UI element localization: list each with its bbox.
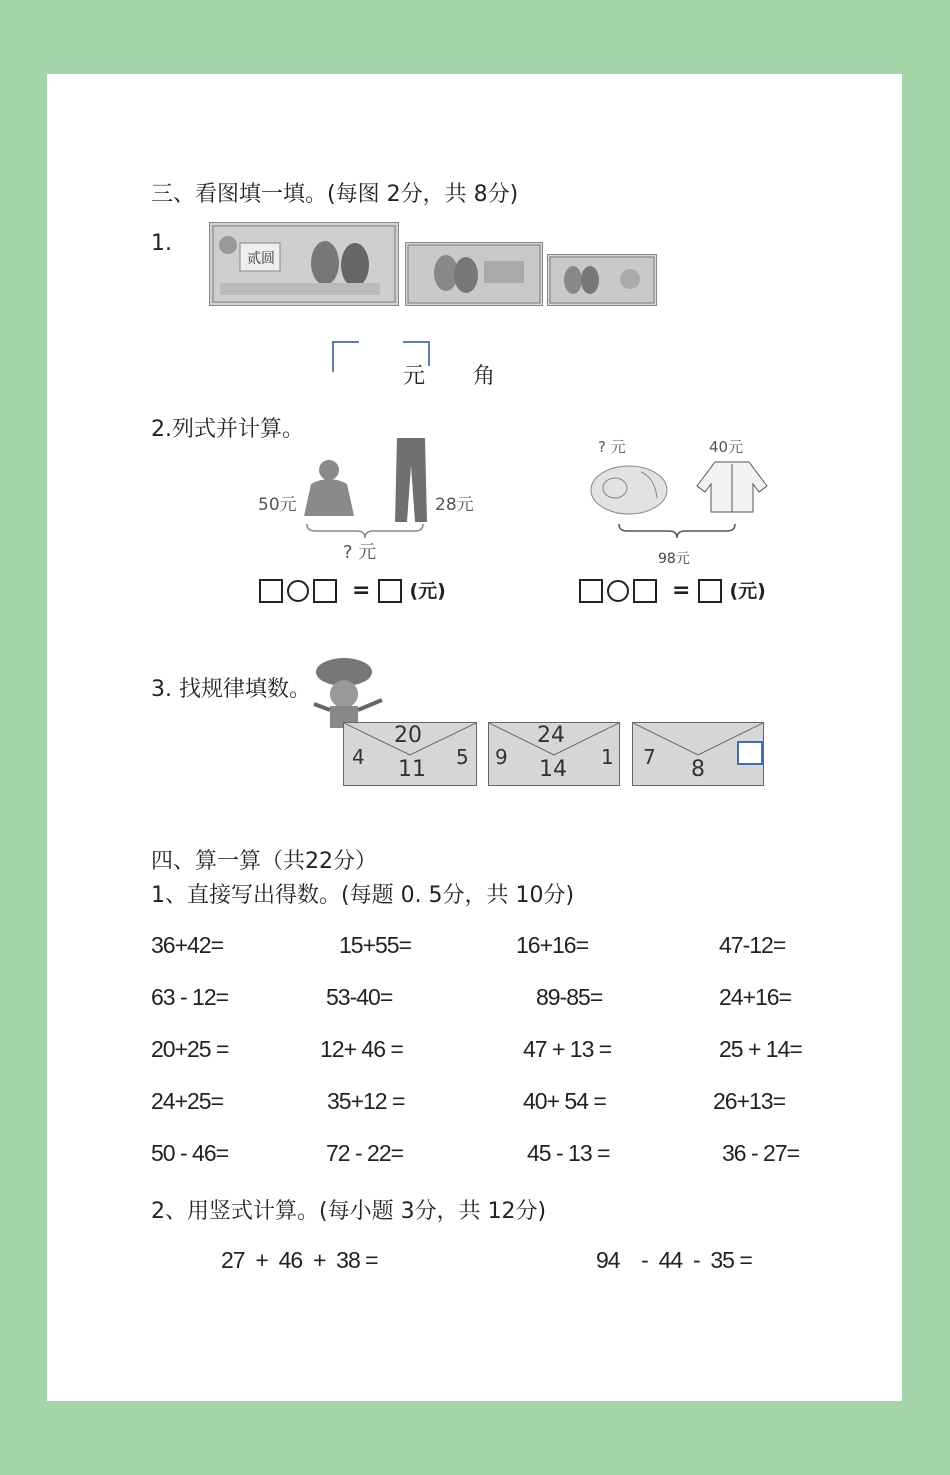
envelope-1-right: 5 — [456, 745, 469, 769]
right-eq-box-1[interactable] — [579, 579, 603, 603]
banknote-2-yuan-image — [209, 222, 399, 306]
envelope-3-left: 7 — [643, 745, 656, 769]
left-eq-box-1[interactable] — [259, 579, 283, 603]
envelope-3-bottom: 8 — [691, 757, 705, 782]
calc-r1-c3: 16+16= — [516, 932, 589, 958]
left-eq-box-2[interactable] — [313, 579, 337, 603]
right-equation — [579, 576, 766, 603]
backpack-image — [585, 458, 673, 518]
calc-r3-c1: 20+25 = — [151, 1036, 229, 1062]
calc-r2-c3: 89-85= — [536, 984, 603, 1010]
envelope-2-right: 1 — [601, 745, 614, 769]
calc-r4-c4: 26+13= — [713, 1088, 786, 1114]
calc-r3-c3: 47 + 13 = — [523, 1036, 612, 1062]
worksheet-page — [47, 74, 902, 1401]
jacket-price-label: 40元 — [709, 438, 744, 456]
envelope-3-answer-box[interactable] — [737, 741, 763, 765]
calc-r5-c2: 72 - 22= — [326, 1140, 404, 1166]
calc-r2-c4: 24+16= — [719, 984, 792, 1010]
calc-r2-c2: 53-40= — [326, 984, 393, 1010]
calc-r4-c1: 24+25= — [151, 1088, 224, 1114]
calc-r4-c3: 40+ 54 = — [523, 1088, 606, 1114]
q3-title: 3. 找规律填数。 — [151, 677, 311, 702]
envelope-1-top: 20 — [394, 723, 422, 748]
calc-r3-c4: 25 + 14= — [719, 1036, 802, 1062]
envelope-3 — [632, 722, 764, 786]
calc-r5-c3: 45 - 13 = — [527, 1140, 610, 1166]
calc-r1-c1: 36+42= — [151, 932, 224, 958]
calc-r1-c2: 15+55= — [339, 932, 412, 958]
left-eq-unit: (元) — [409, 580, 446, 602]
unit-jiao-label: 角 — [473, 364, 496, 389]
calc-r1-c4: 47-12= — [719, 932, 786, 958]
coat-price-label: 50元 — [258, 495, 297, 515]
section3-heading: 三、看图填一填。(每图 2分，共 8分) — [151, 182, 519, 207]
calc-r3-c2: 12+ 46 = — [320, 1036, 403, 1062]
jacket-image — [695, 458, 769, 514]
calc-r5-c4: 36 - 27= — [722, 1140, 800, 1166]
q1-number: 1. — [151, 231, 172, 256]
yuan-answer-box[interactable] — [331, 340, 361, 374]
right-eq-operator-circle[interactable] — [607, 580, 629, 602]
envelope-1-left: 4 — [352, 745, 365, 769]
left-eq-result-box[interactable] — [378, 579, 402, 603]
left-equation — [259, 576, 446, 603]
right-eq-box-2[interactable] — [633, 579, 657, 603]
part1-title: 1、直接写出得数。(每题 0. 5分，共 10分) — [151, 883, 575, 908]
right-eq-unit: (元) — [729, 580, 766, 602]
calc-r2-c1: 63 - 12= — [151, 984, 229, 1010]
svg-text:贰圆: 贰圆 — [247, 251, 275, 267]
envelope-2-bottom: 14 — [539, 757, 567, 782]
envelope-2-top: 24 — [537, 723, 565, 748]
calc-r4-c2: 35+12 = — [327, 1088, 405, 1114]
trousers-price-label: 28元 — [435, 495, 474, 515]
coat-image — [299, 456, 359, 526]
right-eq-equals: = — [672, 578, 691, 603]
vertical-calc-problem-2: 94 - 44 - 35 = — [596, 1247, 752, 1273]
right-sum-brace — [617, 522, 737, 540]
banknote-1-jiao-image — [547, 254, 657, 306]
envelope-2 — [488, 722, 620, 786]
unit-yuan-label: 元 — [403, 364, 426, 389]
left-eq-operator-circle[interactable] — [287, 580, 309, 602]
calc-r5-c1: 50 - 46= — [151, 1140, 229, 1166]
left-total-label: ? 元 — [343, 542, 377, 563]
trousers-image — [391, 436, 431, 524]
vertical-calc-problem-1: 27 + 46 + 38 = — [221, 1247, 378, 1273]
envelope-1 — [343, 722, 477, 786]
right-total-label: 98元 — [658, 551, 690, 567]
envelope-1-bottom: 11 — [398, 757, 426, 782]
envelope-2-left: 9 — [495, 745, 508, 769]
banknote-5-jiao-image — [405, 242, 543, 306]
right-eq-result-box[interactable] — [698, 579, 722, 603]
q2-title: 2.列式并计算。 — [151, 417, 304, 442]
section4-heading: 四、算一算（共22分） — [151, 849, 377, 874]
left-eq-equals: = — [352, 578, 371, 603]
part2-title: 2、用竖式计算。(每小题 3分，共 12分) — [151, 1199, 547, 1224]
bag-price-label: ? 元 — [598, 438, 626, 456]
